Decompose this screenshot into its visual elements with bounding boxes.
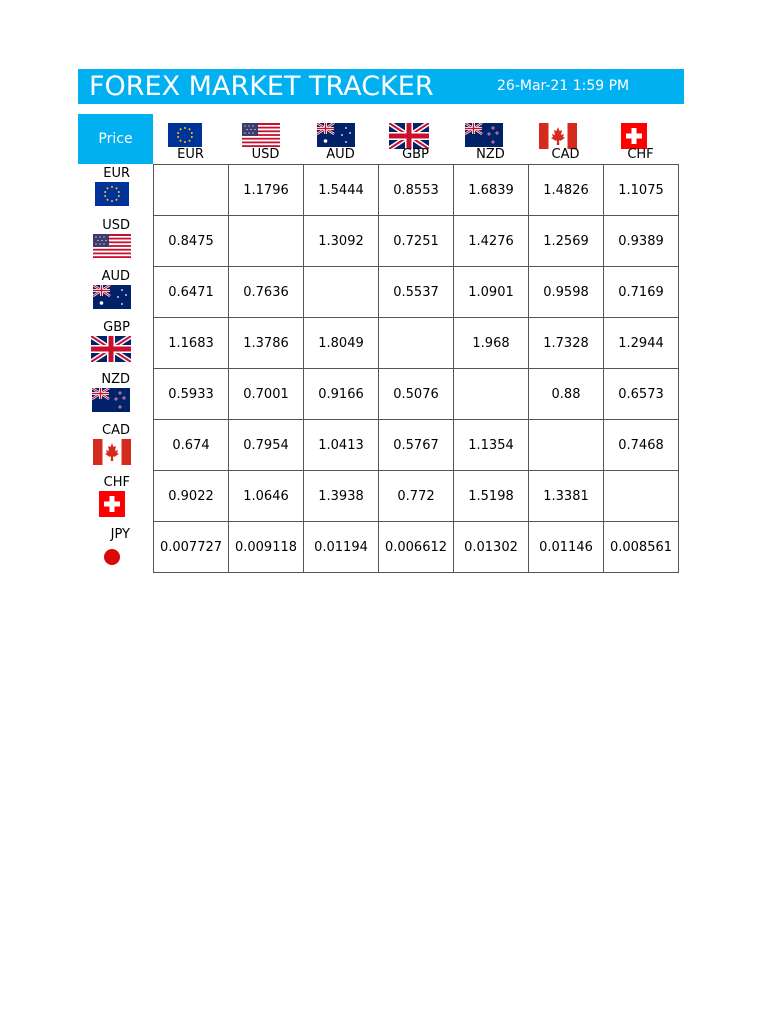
rate-cell: 1.0413 [304,420,379,471]
rate-cell: 1.0646 [229,471,304,522]
table-row [154,420,679,471]
row-header-cad [78,422,153,473]
rate-cell: 0.6471 [154,267,229,318]
rate-cell: 0.9022 [154,471,229,522]
column-header-nzd [453,120,528,164]
rate-cell: 0.674 [154,420,229,471]
rate-cell: 0.7468 [604,420,679,471]
column-code: EUR [177,147,204,162]
page-title: FOREX MARKET TRACKER [89,71,434,102]
column-header-usd [228,120,303,164]
timestamp: 26-Mar-21 1:59 PM [497,78,630,94]
eu-flag-icon [95,182,129,206]
rate-cell: 1.1354 [454,420,529,471]
ca-flag-icon [93,439,131,465]
rate-cell: 0.01146 [529,522,604,573]
row-header-eur [78,165,153,216]
rate-cell: 1.8049 [304,318,379,369]
rate-cell: 0.006612 [379,522,454,573]
rate-cell: 0.7954 [229,420,304,471]
column-header-aud [303,120,378,164]
rate-cell: 0.01302 [454,522,529,573]
rate-cell: 1.1683 [154,318,229,369]
table-row [154,471,679,522]
rate-cell: 0.7001 [229,369,304,420]
title-banner [78,69,684,104]
table-row [154,165,679,216]
nz-flag-icon [92,388,130,412]
us-flag-icon [93,234,131,258]
rate-cell: 0.7251 [379,216,454,267]
column-header-eur [153,120,228,164]
jp-flag-icon [103,548,121,566]
rate-cell [229,216,304,267]
rate-cell: 1.3092 [304,216,379,267]
uk-flag-icon [389,123,429,149]
rate-cell: 1.5198 [454,471,529,522]
rate-cell: 0.5537 [379,267,454,318]
ch-flag-icon [621,123,647,149]
rate-cell: 1.0901 [454,267,529,318]
rate-cell: 1.4826 [529,165,604,216]
rate-cell [529,420,604,471]
ca-flag-icon [539,123,577,149]
rate-cell: 0.009118 [229,522,304,573]
rate-cell: 0.007727 [154,522,229,573]
rate-cell [304,267,379,318]
rates-table [153,164,679,573]
row-code: NZD [101,372,130,387]
column-code: GBP [402,147,429,162]
rate-cell [604,471,679,522]
column-code: CHF [627,147,654,162]
table-row [154,522,679,573]
ch-flag-icon [99,491,125,517]
rate-cell: 1.2944 [604,318,679,369]
rate-cell: 0.9389 [604,216,679,267]
rate-cell: 0.7169 [604,267,679,318]
column-code: USD [251,147,280,162]
au-flag-icon [317,123,355,147]
nz-flag-icon [465,123,503,147]
rate-cell: 1.1796 [229,165,304,216]
row-header-aud [78,268,153,319]
row-header-nzd [78,371,153,422]
table-row [154,216,679,267]
column-header-chf [603,120,678,164]
rate-cell [379,318,454,369]
rate-cell: 1.3938 [304,471,379,522]
rate-cell [454,369,529,420]
rate-cell: 0.5076 [379,369,454,420]
rate-cell: 0.7636 [229,267,304,318]
column-header-cad [528,120,603,164]
column-code: NZD [476,147,505,162]
row-code: AUD [101,269,130,284]
rate-cell: 1.3786 [229,318,304,369]
row-code: GBP [103,320,130,335]
row-header-jpy [78,526,153,577]
rate-cell: 1.2569 [529,216,604,267]
au-flag-icon [93,285,131,309]
rate-cell: 0.772 [379,471,454,522]
uk-flag-icon [91,336,131,362]
rate-cell: 0.88 [529,369,604,420]
column-code: AUD [326,147,355,162]
table-row [154,267,679,318]
price-corner-label: Price [78,114,153,164]
rate-cell: 1.1075 [604,165,679,216]
column-header-gbp [378,120,453,164]
rate-cell: 0.8475 [154,216,229,267]
rate-cell: 1.7328 [529,318,604,369]
row-code: CHF [103,475,130,490]
row-code: USD [102,218,130,233]
rate-cell [154,165,229,216]
rate-cell: 0.01194 [304,522,379,573]
rate-cell: 1.968 [454,318,529,369]
rate-cell: 0.9598 [529,267,604,318]
row-code: EUR [103,166,130,181]
column-code: CAD [551,147,580,162]
rate-cell: 0.6573 [604,369,679,420]
rate-cell: 0.9166 [304,369,379,420]
us-flag-icon [242,123,280,147]
row-header-usd [78,217,153,268]
eu-flag-icon [168,123,202,147]
rate-cell: 0.8553 [379,165,454,216]
rate-cell: 1.3381 [529,471,604,522]
table-row [154,318,679,369]
rate-cell: 1.5444 [304,165,379,216]
table-row [154,369,679,420]
rate-cell: 0.5767 [379,420,454,471]
rate-cell: 1.4276 [454,216,529,267]
row-header-chf [78,474,153,525]
rate-cell: 1.6839 [454,165,529,216]
row-code: JPY [110,527,130,542]
row-code: CAD [102,423,130,438]
row-header-gbp [78,319,153,370]
rate-cell: 0.5933 [154,369,229,420]
rate-cell: 0.008561 [604,522,679,573]
